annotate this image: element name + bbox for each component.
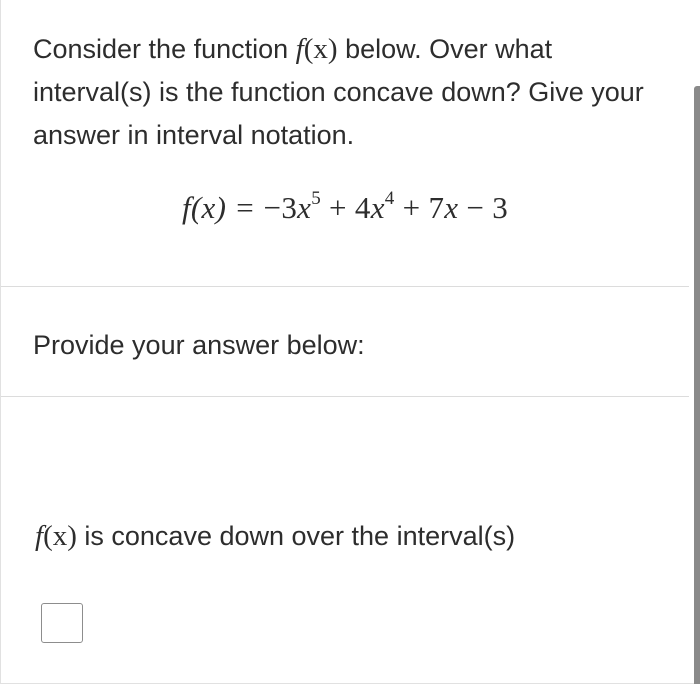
question-text bbox=[33, 28, 663, 157]
interval-answer-input[interactable] bbox=[41, 603, 83, 643]
equation-term2-coefficient: + 4 bbox=[321, 190, 371, 225]
function-symbol: f bbox=[295, 33, 304, 65]
answer-function-argument: (x) bbox=[43, 520, 77, 552]
question-text-end: below. Over what interval(s) is the function concave down? Give your answer in interval notation. bbox=[33, 34, 644, 150]
scrollbar[interactable] bbox=[694, 86, 700, 684]
answer-prompt-label: Provide your answer below: bbox=[33, 330, 365, 360]
equation-term1-variable: x bbox=[297, 190, 312, 225]
equation-term3-coefficient: + 7 bbox=[394, 190, 445, 225]
equation-lhs: f(x) = bbox=[181, 190, 264, 225]
equation-term3-variable: x bbox=[444, 190, 459, 225]
equation-term1-exponent: 5 bbox=[311, 188, 321, 209]
equation-term2-exponent: 4 bbox=[384, 188, 395, 209]
answer-function-symbol: f bbox=[35, 520, 44, 552]
answer-statement-text: is concave down over the interval(s) bbox=[76, 521, 516, 551]
function-equation bbox=[1, 190, 689, 226]
question-section bbox=[1, 0, 689, 287]
question-text-start: Consider the function bbox=[33, 34, 296, 64]
answer-function-name bbox=[35, 520, 77, 552]
answer-statement bbox=[35, 520, 515, 553]
equation-term1-coefficient: −3 bbox=[263, 190, 298, 225]
equation-constant: − 3 bbox=[458, 190, 508, 225]
equation-term2-variable: x bbox=[370, 190, 385, 225]
function-name bbox=[296, 33, 338, 65]
function-argument: (x) bbox=[303, 33, 338, 65]
